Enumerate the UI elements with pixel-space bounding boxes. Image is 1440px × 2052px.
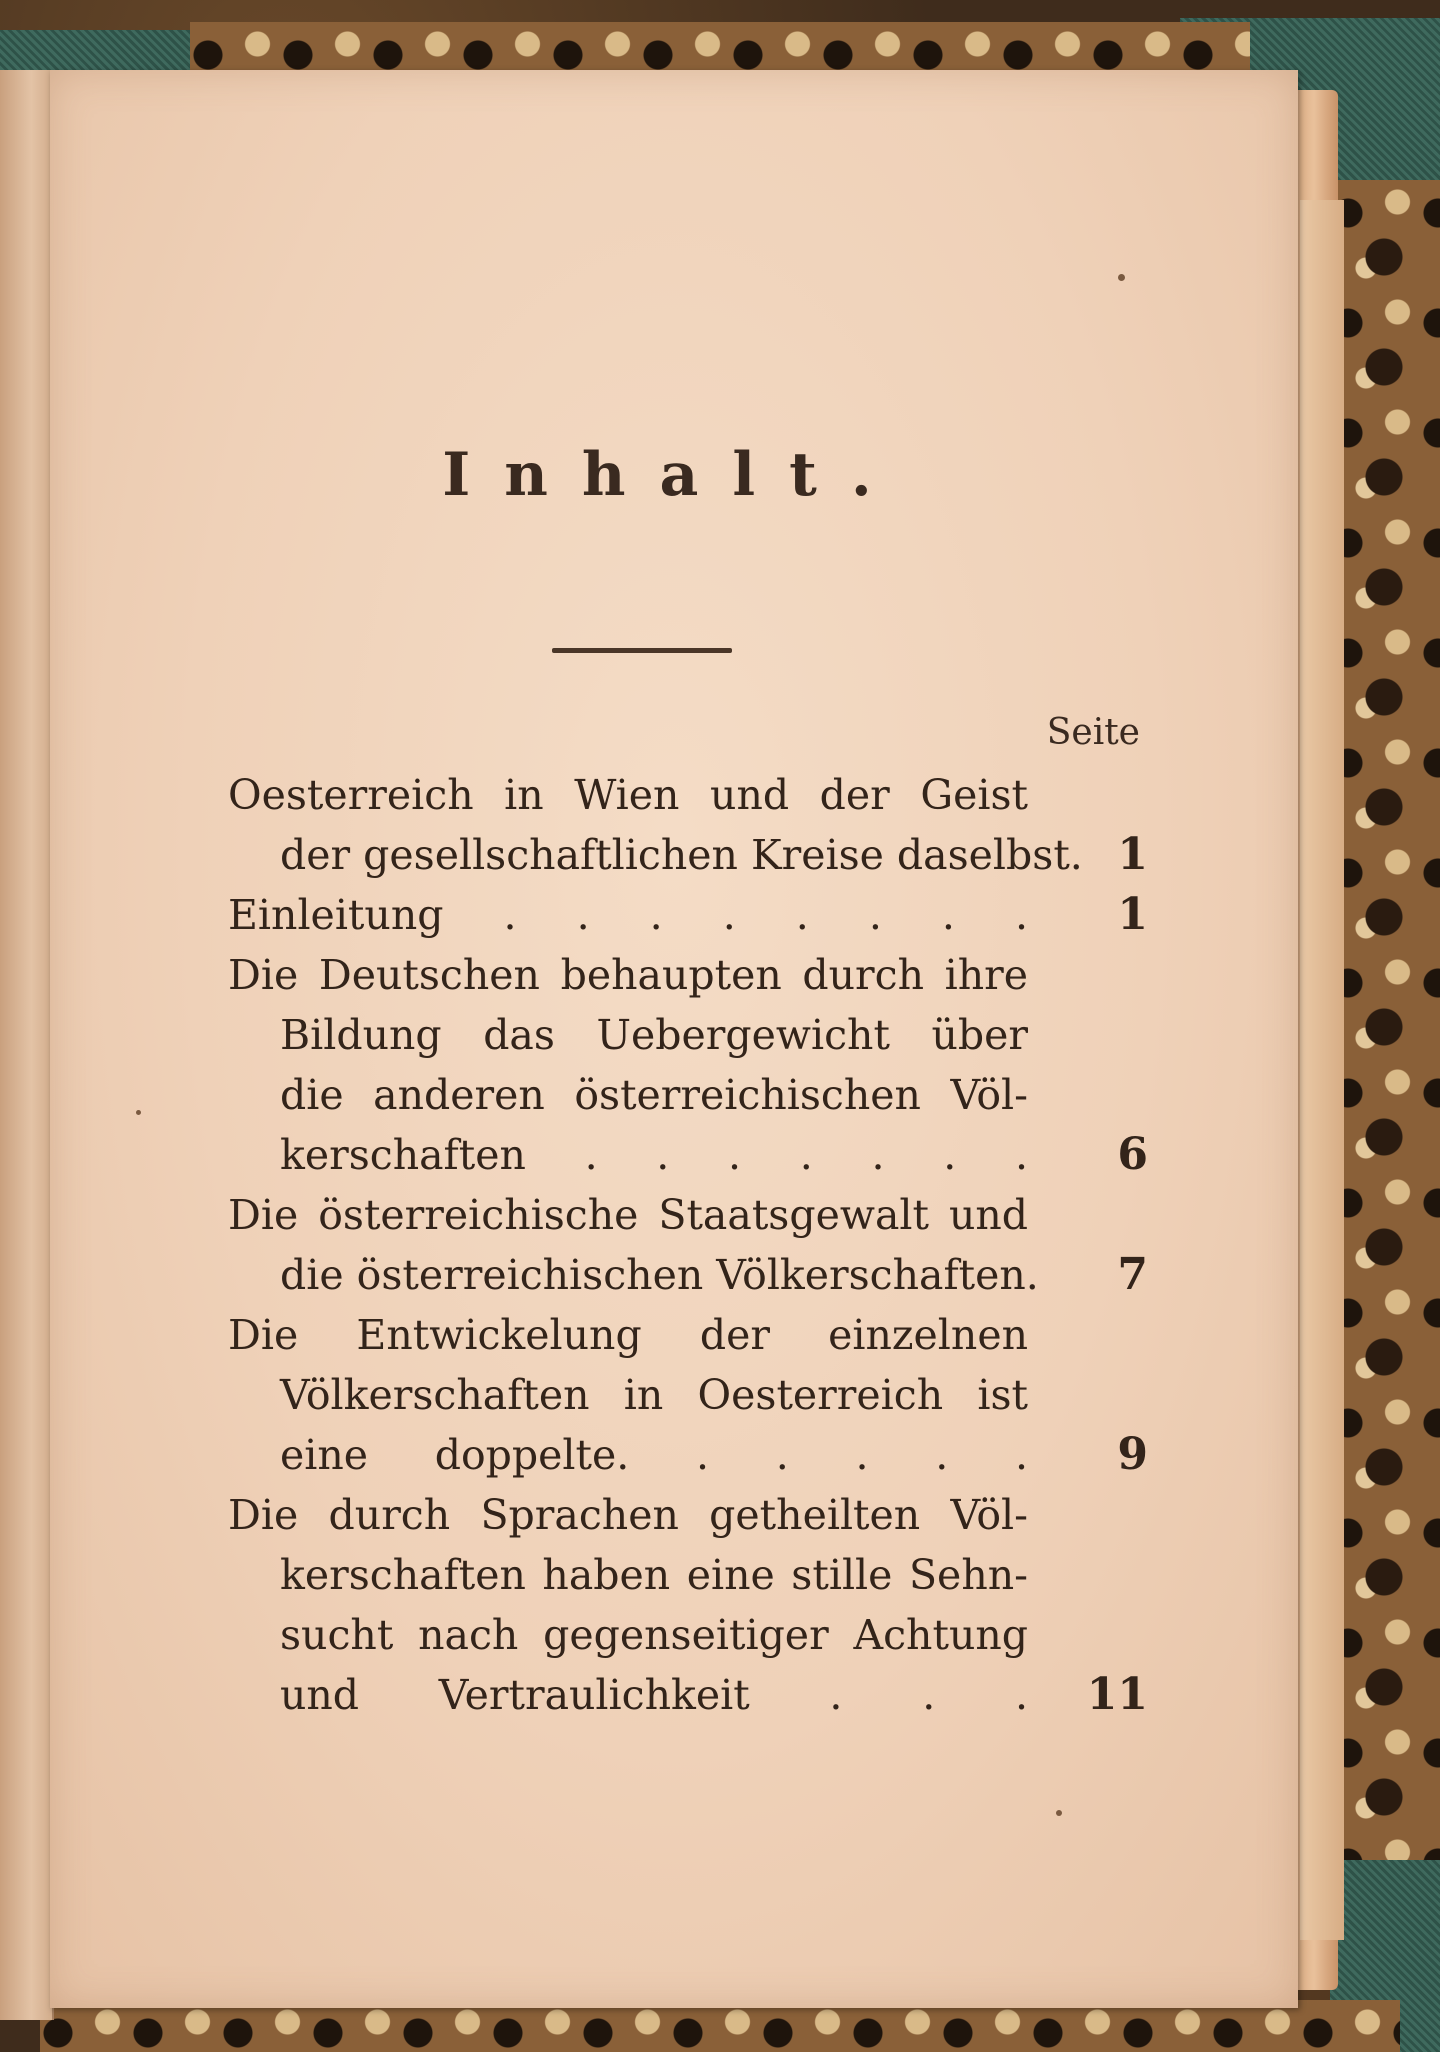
toc-entry-title — [228, 885, 1028, 945]
facing-page-edge — [0, 70, 54, 2020]
toc-entry-line: Bildung das Uebergewicht über — [280, 1011, 1028, 1059]
toc-entry-line: die anderen österreichischen Völ- — [280, 1071, 1028, 1119]
table-of-contents — [228, 765, 1148, 1725]
toc-page-number: 9 — [1117, 1429, 1148, 1480]
toc-entry-title — [228, 1185, 1039, 1305]
marbled-board-right — [1330, 180, 1440, 1860]
toc-entry-title — [228, 1305, 1028, 1485]
toc-entry-line: der gesellschaftlichen Kreise daselbst. — [280, 831, 1083, 879]
toc-entry-title — [228, 945, 1028, 1185]
toc-entry-line: Einleitung . . . . . . . . — [228, 891, 1028, 939]
toc-entry — [228, 1305, 1148, 1485]
toc-entry — [228, 945, 1148, 1185]
toc-page-number: 1 — [1117, 889, 1148, 940]
toc-entry-line: Völkerschaften in Oesterreich ist — [280, 1371, 1028, 1419]
page-stack-edge — [1300, 200, 1344, 1940]
foxing-spot — [136, 1110, 141, 1115]
toc-entry-line: Die durch Sprachen getheilten Völ- — [228, 1491, 1028, 1539]
contents-page — [50, 70, 1298, 2008]
toc-entry-line: Die Deutschen behaupten durch ihre — [228, 951, 1028, 999]
toc-entry-title — [228, 1485, 1028, 1725]
page-column-header: Seite — [1046, 712, 1140, 753]
foxing-spot — [1118, 274, 1125, 281]
toc-entry-line: Die österreichische Staatsgewalt und — [228, 1191, 1028, 1239]
title-rule — [552, 648, 732, 653]
toc-entry — [228, 1185, 1148, 1305]
toc-entry-line: sucht nach gegenseitiger Achtung — [280, 1611, 1028, 1659]
toc-entry-line: Oesterreich in Wien und der Geist — [228, 771, 1028, 819]
toc-entry — [228, 1485, 1148, 1725]
toc-entry — [228, 885, 1148, 945]
toc-entry-title — [228, 765, 1083, 885]
toc-entry-line: Die Entwickelung der einzelnen — [228, 1311, 1028, 1359]
toc-entry-line: kerschaften . . . . . . . — [280, 1131, 1028, 1179]
toc-page-number: 6 — [1117, 1129, 1148, 1180]
page-title: Inhalt. — [442, 440, 906, 510]
toc-entry-line: und Vertraulichkeit . . . — [280, 1671, 1028, 1719]
toc-entry — [228, 765, 1148, 885]
toc-page-number: 7 — [1117, 1249, 1148, 1300]
toc-page-number: 1 — [1117, 829, 1148, 880]
foxing-spot — [1056, 1810, 1062, 1816]
toc-entry-line: kerschaften haben eine stille Sehn- — [280, 1551, 1028, 1599]
toc-page-number: 11 — [1086, 1669, 1148, 1720]
toc-entry-line: die österreichischen Völkerschaften. — [280, 1251, 1039, 1299]
toc-entry-line: eine doppelte. . . . . . — [280, 1431, 1028, 1479]
